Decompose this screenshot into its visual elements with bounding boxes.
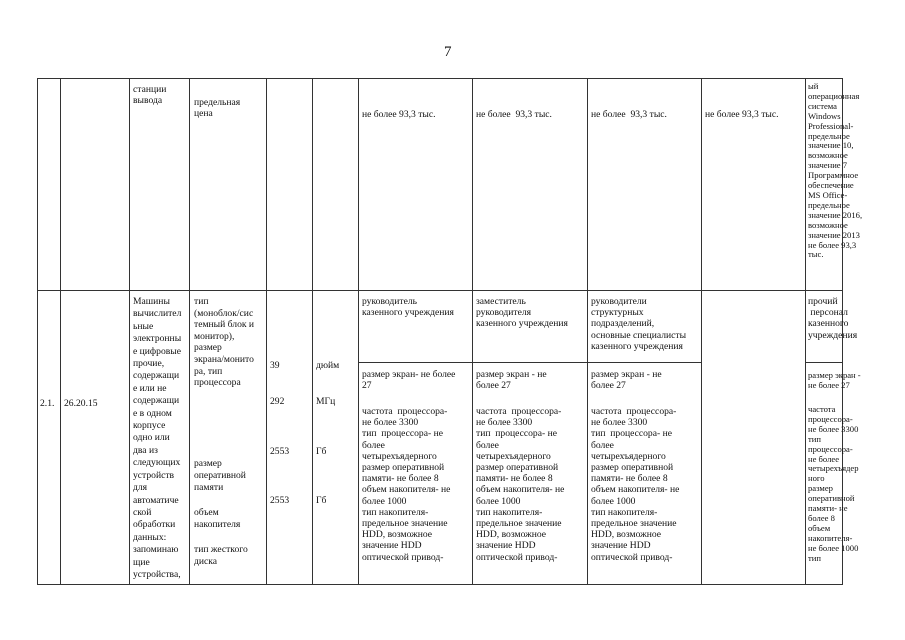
col-line [701, 78, 702, 584]
col-line [189, 78, 190, 584]
col-line [358, 78, 359, 584]
cell-price-deputy: не более 93,3 тыс. [476, 109, 552, 120]
cell-unit-name: МГц [316, 396, 336, 407]
cell-specs-other-staff: частота процессора- не более 3300 тип процессора- не более четырехъядер ного размер оперативной памяти- не более 8 объем накопителя- не более 1000 тип [808, 404, 859, 563]
cell-screen-managers: размер экран - не более 27 [591, 369, 662, 392]
cell-price-head: не более 93,3 тыс. [362, 109, 436, 120]
cell-position-deputy: заместитель руководителя казенного учреждения [476, 296, 568, 330]
cell-name-continued: станции вывода [133, 84, 167, 107]
cell-characteristic-storage: объем накопителя [194, 507, 241, 530]
col-line [60, 78, 61, 584]
table-bottom-border [37, 584, 843, 585]
row-divider [37, 290, 843, 291]
col-line [472, 78, 473, 584]
cell-unit-code: 2553 [270, 446, 290, 457]
cell-screen-head: размер экран- не более 27 [362, 369, 456, 392]
cell-price-other: не более 93,3 тыс. [705, 109, 779, 120]
cell-position-head: руководитель казенного учреждения [362, 296, 454, 319]
cell-okpd-code: 26.20.15 [64, 398, 98, 409]
cell-row-number: 2.1. [40, 398, 55, 409]
cell-product-name: Машины вычислител ьные электронны е цифровые прочие, содержащи е или не содержащи е в одном корпусе одно или два из следующих устройств для автоматиче ской обработки данных: запоминаю щие устройства, [133, 296, 182, 580]
col-line [312, 78, 313, 584]
cell-specs-deputy: частота процессора- не более 3300 тип процессора- не более четырехъядерного размер оперативной памяти- не более 8 объем накопителя- не более 1000 тип накопителя- предельное значение HDD, возможное значение HDD оптической привод- [476, 406, 565, 563]
cell-screen-other-staff: размер экран - не более 27 [808, 370, 861, 390]
cell-position-other-staff: прочий персонал казенного учреждения [808, 296, 858, 341]
cell-screen-deputy: размер экран - не более 27 [476, 369, 547, 392]
cell-price-managers: не более 93,3 тыс. [591, 109, 667, 120]
cell-specs-head: частота процессора- не более 3300 тип процессора- не более четырехъядерного размер оперативной памяти- не более 8 объем накопителя- не более 1000 тип накопителя- предельное значение HDD, возможное значение HDD оптической привод- [362, 406, 451, 563]
col-line [266, 78, 267, 584]
col-line [129, 78, 130, 584]
cell-specs-managers: частота процессора- не более 3300 тип процессора- не более четырехъядерного размер оперативной памяти- не более 8 объем накопителя- не более 1000 тип накопителя- предельное значение HDD, возможное значение HDD оптической привод- [591, 406, 680, 563]
cell-unit-code: 39 [270, 360, 280, 371]
cell-unit-code: 2553 [270, 495, 290, 506]
col-line [37, 78, 38, 584]
cell-software-notes: ый операционная система Windows Professional- предельное значение 10, возможное значение 7 Программное обеспечение MS Office- предельное значение 2016, возможное значение 2013 не более 93,3 тыс. [808, 81, 863, 260]
header-divider-right [805, 362, 843, 363]
col-line [587, 78, 588, 584]
page-number: 7 [444, 44, 452, 60]
cell-unit-code: 292 [270, 396, 285, 407]
cell-unit-name: дюйм [316, 360, 340, 371]
table-top-border [37, 78, 843, 79]
cell-unit-name: Гб [316, 495, 327, 506]
cell-position-managers: руководители структурных подразделений, основные специалисты казенного учреждения [591, 296, 687, 352]
col-line [805, 78, 806, 584]
cell-characteristic-continued: предельная цена [194, 97, 241, 120]
cell-characteristic-disk-type: тип жесткого диска [194, 544, 248, 567]
cell-characteristic-ram: размер оперативной памяти [194, 458, 246, 493]
cell-unit-name: Гб [316, 446, 327, 457]
cell-characteristic-type: тип (моноблок/сис темный блок и монитор), размер экрана/монито ра, тип процессора [194, 296, 255, 389]
header-divider [358, 362, 702, 363]
